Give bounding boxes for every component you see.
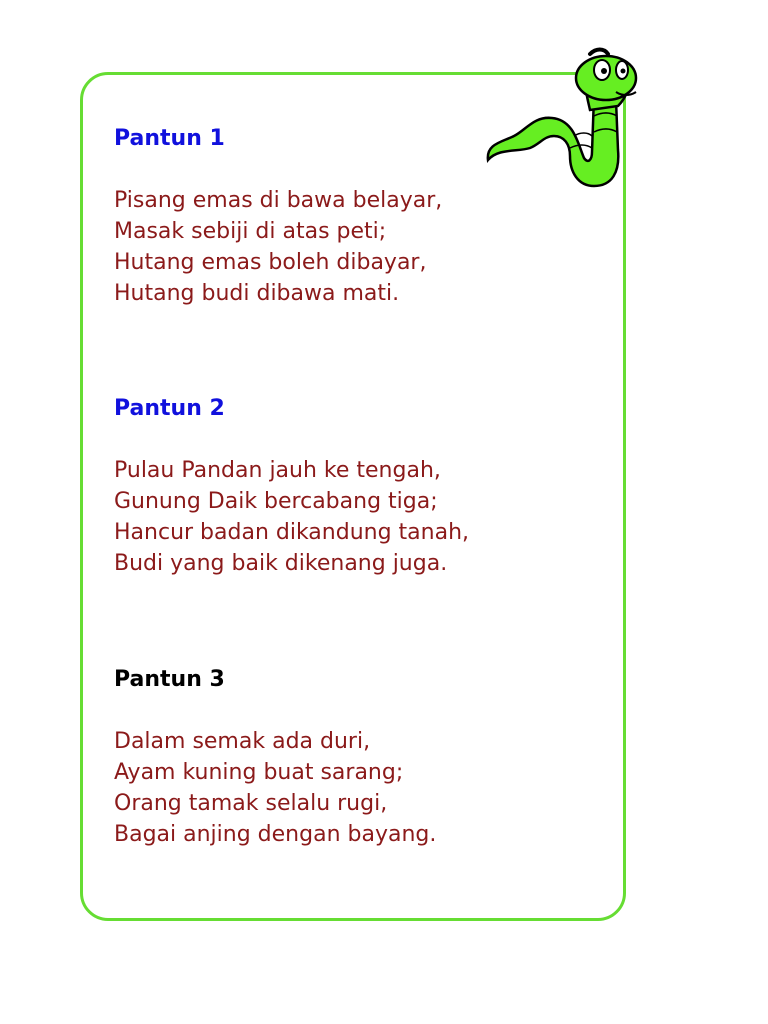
verse-line: Gunung Daik bercabang tiga; bbox=[114, 489, 438, 514]
verse-line: Hutang emas boleh dibayar, bbox=[114, 250, 427, 275]
verse-line: Pulau Pandan jauh ke tengah, bbox=[114, 458, 441, 483]
verse-line: Orang tamak selalu rugi, bbox=[114, 791, 388, 816]
verse-line: Ayam kuning buat sarang; bbox=[114, 760, 404, 785]
verse-line: Bagai anjing dengan bayang. bbox=[114, 822, 437, 847]
verse-line: Pisang emas di bawa belayar, bbox=[114, 188, 443, 213]
worm-icon bbox=[478, 40, 648, 200]
verse-line: Masak sebiji di atas peti; bbox=[114, 219, 387, 244]
pantun-title-2: Pantun 2 bbox=[114, 396, 225, 421]
pantun-block-3 bbox=[114, 667, 436, 850]
pantun-verse-2 bbox=[114, 455, 469, 579]
pantun-block-2 bbox=[114, 396, 469, 579]
verse-line: Dalam semak ada duri, bbox=[114, 729, 371, 754]
verse-line: Hancur badan dikandung tanah, bbox=[114, 520, 470, 545]
verse-line: Budi yang baik dikenang juga. bbox=[114, 551, 448, 576]
pantun-verse-1 bbox=[114, 185, 442, 309]
pantun-title-1: Pantun 1 bbox=[114, 126, 225, 151]
pantun-verse-3 bbox=[114, 726, 436, 850]
verse-line: Hutang budi dibawa mati. bbox=[114, 281, 400, 306]
pantun-block-1 bbox=[114, 126, 442, 309]
pantun-title-3: Pantun 3 bbox=[114, 667, 225, 692]
